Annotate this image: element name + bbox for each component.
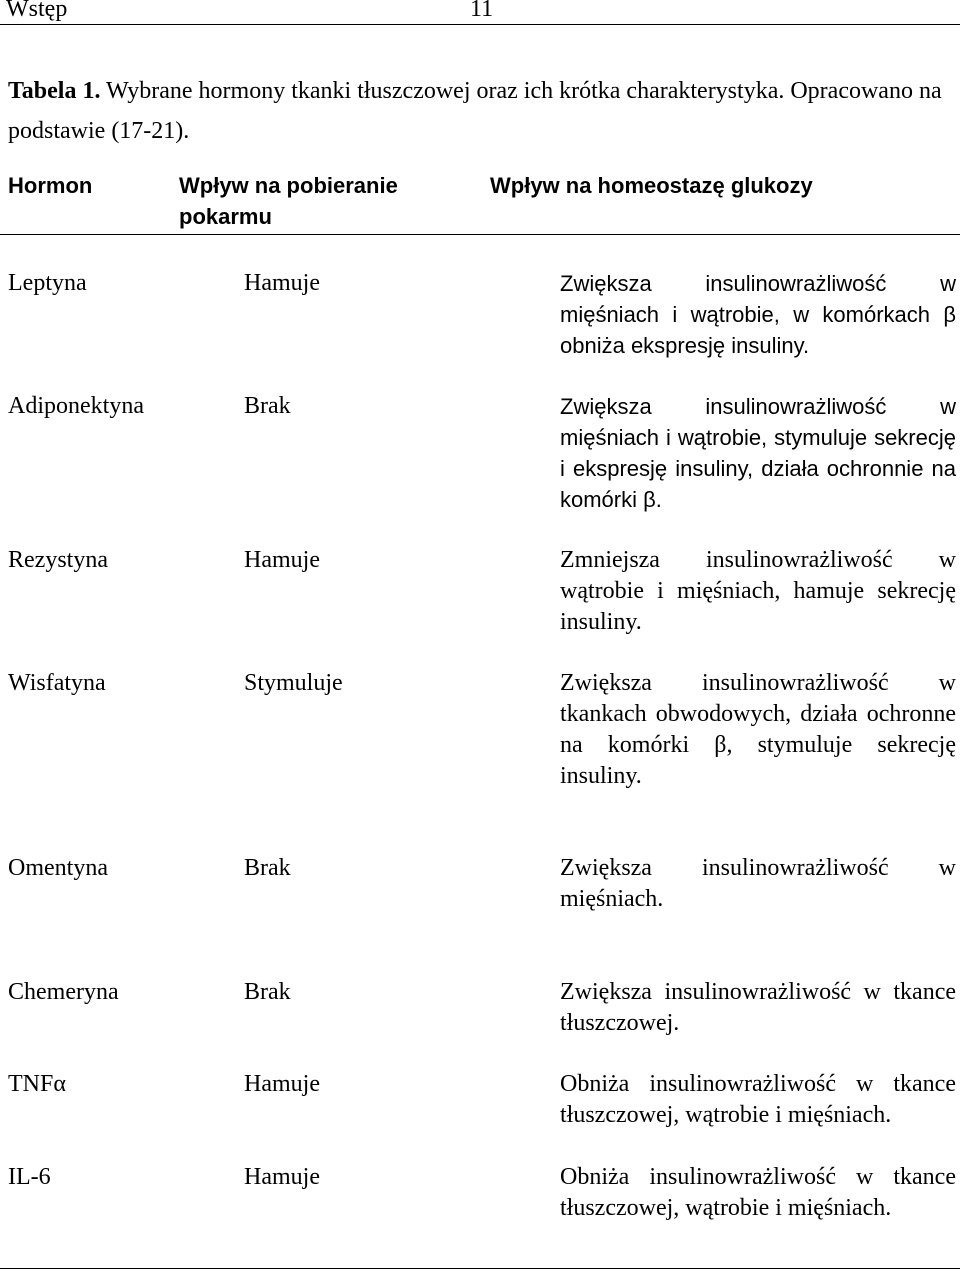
page-number: 11	[470, 0, 494, 22]
cell-glucose: Obniża insulinowrażliwość w tkance tłuszczowej, wątrobie i mięśniach.	[560, 1071, 956, 1128]
caption-text: Wybrane hormony tkanki tłuszczowej oraz ich krótka charakterystyka. Opracowano na podstawie (17-21).	[8, 78, 942, 144]
header-glucose: Wpływ na homeostazę glukozy	[490, 173, 813, 198]
caption-label: Tabela 1.	[8, 78, 101, 104]
cell-intake: Brak	[244, 855, 291, 881]
cell-glucose: Zwiększa insulinowrażliwość w mięśniach i wątrobie, w komórkach β obniża ekspresję insuliny.	[560, 271, 956, 358]
cell-glucose: Zwiększa insulinowrażliwość w tkankach obwodowych, działa ochronne na komórki β, stymuluje sekrecję insuliny.	[560, 670, 956, 789]
cell-hormone: TNFα	[8, 1071, 66, 1097]
cell-glucose: Zwiększa insulinowrażliwość w tkance tłuszczowej.	[560, 979, 956, 1036]
table-caption	[8, 71, 948, 151]
cell-hormone: Rezystyna	[8, 547, 108, 573]
cell-intake: Hamuje	[244, 270, 320, 296]
header-intake: Wpływ na pobieranie pokarmu	[179, 173, 398, 229]
cell-intake: Hamuje	[244, 1164, 320, 1190]
header-hormone: Hormon	[8, 173, 93, 198]
bottom-rule	[0, 1268, 960, 1269]
cell-hormone: Chemeryna	[8, 979, 119, 1005]
cell-hormone: Omentyna	[8, 855, 108, 881]
cell-intake: Brak	[244, 393, 291, 419]
section-title: Wstęp	[6, 0, 68, 22]
cell-hormone: Leptyna	[8, 270, 87, 296]
cell-hormone: Adiponektyna	[8, 393, 144, 419]
cell-hormone: Wisfatyna	[8, 670, 106, 696]
cell-intake: Stymuluje	[244, 670, 343, 696]
cell-intake: Hamuje	[244, 547, 320, 573]
cell-glucose: Zwiększa insulinowrażliwość w mięśniach.	[560, 855, 956, 912]
cell-glucose: Zwiększa insulinowrażliwość w mięśniach i wątrobie, stymuluje sekrecję i ekspresję insuliny, działa ochronnie na komórki β.	[560, 394, 956, 512]
cell-hormone: IL-6	[8, 1164, 51, 1190]
table-header	[0, 170, 960, 235]
running-head	[0, 0, 960, 25]
cell-glucose: Zmniejsza insulinowrażliwość w wątrobie i mięśniach, hamuje sekrecję insuliny.	[560, 547, 956, 635]
cell-intake: Brak	[244, 979, 291, 1005]
cell-glucose: Obniża insulinowrażliwość w tkance tłuszczowej, wątrobie i mięśniach.	[560, 1164, 956, 1221]
cell-intake: Hamuje	[244, 1071, 320, 1097]
